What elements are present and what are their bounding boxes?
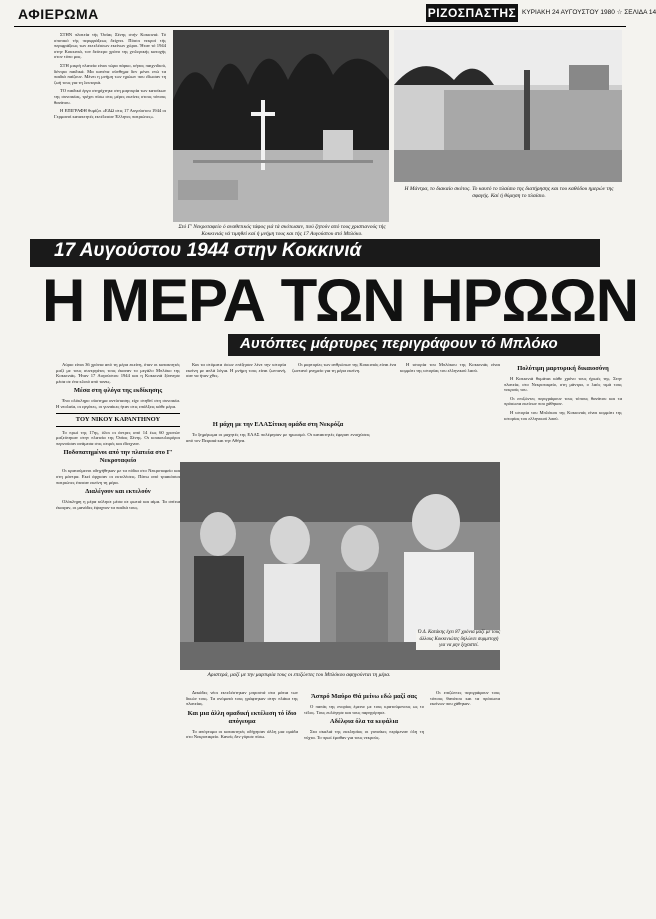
subheading: Αδέλφια όλα τα κεφάλια — [329, 718, 399, 726]
katakis-caption: Ό Δ. Κατάκης έχει 87 χρόνια μαζί με τους άλλους Κοκκινιώτες δηλώνει συμμετοχή για να μην ξεχαστεί. — [417, 630, 501, 648]
author-byline: ΤΟΥ ΝΙΚΟΥ ΚΑΡΑΝΤΗΝΟΥ — [56, 413, 180, 427]
paragraph: Δεκάδες νέοι εκτελέστηκαν μπροστά στα μάτια των δικών τους. Τα ονόματά τους γράφτηκαν στην πλάκα της πλατείας. — [186, 690, 298, 707]
subheading: Πολύτιμη μαρτυρική δικαιοσύνη — [517, 365, 609, 372]
column-2-lower — [186, 690, 298, 914]
paragraph: Η ιστορία του Μπλόκου της Κοκκινιάς είναι κομμάτι της ιστορίας του ελληνικού λαού. — [400, 362, 500, 373]
paragraph: Αύριο είναι 36 χρόνια από τη μέρα εκείνη, όταν οι κατακτητές μαζί με τους συνεργάτες τους έκαναν το μεγάλο Μπλόκο της Κοκκινιάς. Ήταν 17 Αυγούστου 1944 και η Κοκκινιά ξύπνησε μέσα σε ένα κλοιό από τανκς. — [56, 362, 180, 384]
paragraph: Οι κρατούμενοι οδηγήθηκαν με τα πόδια στο Νεκροταφείο και στη μάντρα. Εκεί άρχισαν οι εκτελέσεις. Πάνω από τριακόσιοι πατριώτες έπεσαν εκείνη τη μέρα. — [56, 468, 180, 485]
paragraph: Το απόγευμα οι κατακτητές οδήγησαν άλλη μια ομάδα στο Νεκροταφείο. Κανείς δεν γύρισε πίσω. — [186, 728, 298, 740]
subheading: Η μάχη με την ΕΛΑΣίτικη ομάδα στη Νεκρόζα — [212, 421, 344, 428]
column-3c-lower — [430, 690, 500, 914]
column-1 — [56, 362, 180, 914]
column-3-top — [292, 362, 396, 414]
subtitle-text: Αυτόπτες μάρτυρες περιγράφουν τό Μπλόκο — [240, 335, 558, 352]
cemetery-photo — [173, 30, 389, 222]
wall-photo — [394, 30, 622, 182]
paragraph: Ολόκληρη η μέρα κύλησε μέσα σε φωτιά και αίμα. Τα σπίτια έκαιγαν, οι μανάδες έψαχναν τα παιδιά τους. — [56, 499, 180, 510]
subheading: Άσπρό Μαύρο Θά μείνω εδώ μαζί σας — [311, 693, 417, 700]
subheading: Ποδοπατημένοι από την πλατεία στο Γ' Νεκροταφείο — [63, 449, 173, 465]
paragraph: Οι επιζώντες περιγράφουν τους τόπους θανάτου και τα πρόσωπα εκείνων που χάθηκαν. — [430, 690, 500, 707]
paragraph: Ο παπάς της ενορίας έμεινε με τους κρατούμενους ως το τέλος. Τους ευλόγησε και τους παρηγόρησε. — [304, 704, 424, 715]
witnesses-caption: Αριστερά, μαζί με την μαρτυρία τους οι επιζώντες του Μπλόκου αφηγούνται τη μέρα. — [207, 672, 391, 678]
paragraph: Και τα στόματα όσων επέζησαν λένε την ιστορία εκείνη με απλά λόγια. Η μνήμη τους είναι ζωντανή, σαν να ήταν χθες. — [186, 362, 286, 379]
date-banner-text: 17 Αυγούστου 1944 στην Κοκκινιά — [54, 240, 362, 261]
column-2-top — [186, 362, 286, 414]
section-label: ΑΦΙΕΡΩΜΑ — [18, 6, 99, 22]
intro-text — [54, 32, 166, 232]
paragraph: Οι μαρτυρίες των ανθρώπων της Κοκκινιάς είναι ένα ζωντανό μνημείο για τη μέρα εκείνη. — [292, 362, 396, 373]
paragraph: Η ιστορία του Μπλόκου της Κοκκινιάς είναι κομμάτι της ιστορίας του ελληνικού λαού. — [504, 409, 622, 421]
subheading: Μέσα στη φλόγα της εκδίκησης — [73, 387, 163, 395]
column-3-lower — [304, 690, 424, 914]
paragraph: Στα σκαλιά της εκκλησίας οι γυναίκες περίμεναν όλη τη νύχτα. Το πρωί έμαθαν για τους νεκρούς. — [304, 729, 424, 740]
paragraph: Οι επιζώντες περιγράφουν τους τόπους θανάτου και τα πρόσωπα εκείνων που χάθηκαν. — [504, 395, 622, 407]
photo2-caption: Η Μάντρα, το διακαίο σκότος. Το καυτό το πλαίσιο της διατήρησης και του καθόδου ημερών της σφαγής. Καί ή θύμηση το πλαίσιο. — [404, 186, 614, 199]
main-headline: Η ΜΕΡΑ ΤΩΝ ΗΡΩΩΝ — [42, 267, 639, 334]
wall-photo-drawing — [394, 30, 622, 182]
paragraph: Το πρωί της 17ης, όλοι οι άντρες από 14 έως 60 χρονών μαζεύτηκαν στην πλατεία της Όσίας Ξένης. Οι κουκουλοφόροι περνούσαν ανάμεσα στις σειρές και έδειχναν. — [56, 429, 180, 446]
subheading: Διαλέγουν και εκτελούν — [85, 488, 151, 496]
paragraph: Ένα ολόκληρο σύστημα αντίστασης είχε στηθεί στη συνοικία. Η νεολαία, οι εργάτες, οι γυναίκες ήταν στις επάλξεις κάθε μέρα. — [56, 398, 180, 409]
page-header — [14, 4, 656, 27]
dateline: ΚΥΡΙΑΚΗ 24 ΑΥΓΟΥΣΤΟΥ 1980 ☆ ΣΕΛΙΔΑ 14 — [522, 9, 656, 16]
paragraph: Το ξημέρωμα οι μαχητές της ΕΛΑΣ πολέμησαν με ηρωισμό. Οι κατακτητές έφεραν ενισχύσεις από τον Πειραιά και την Αθήνα. — [186, 432, 370, 443]
subheading: Και μια άλλη ομαδική εκτέλεση τό ίδιο απόγευμα — [187, 709, 297, 725]
column-4 — [504, 362, 622, 914]
paragraph: Η Κοκκινιά θυμάται κάθε χρόνο τους ήρωές της. Στην πλατεία, στο Νεκροταφείο, στη μάντρα, ο λαός τιμά τους νεκρούς του. — [504, 376, 622, 393]
newspaper-masthead: ΡΙΖΟΣΠΑΣΤΗΣ — [427, 6, 517, 20]
date-banner — [30, 239, 600, 267]
intro-paragraph: ΤΟ παιδικό έργο στηρίχτηκε στη μαρτυρία των κατοίκων της συνοικίας, τρέχει πίσω στις μέρες εκείνες στους τόπους θανάτου. — [54, 88, 166, 105]
intro-paragraph: Η ΕΠΙΓΡΑΦΗ θυμίζει «ΕΔΩ στις 17 Αυγούστου 1944 οι Γερμανοί κατακτητές εκτέλεσαν Έλληνες πατριώτες». — [54, 108, 166, 119]
cemetery-photo-drawing — [173, 30, 389, 222]
subtitle-banner — [228, 334, 600, 356]
photo1-caption: Στό Γ' Νεκροταφείο ό αναθετικός τάφος γιά τά σκότωσαν, πού ζητούν από τους χριστιανούς τής Κοκκινιάς νά τιμηθεί καί ή μνήμη τους και τής 17 Αυγούστου στό Μπλόκο. — [178, 224, 386, 237]
intro-paragraph: ΣΤΗΝ πλατεία τής Όσίας Ξένης στήν Κοκκινιά. Τό σποτικό τής περιφράξεως δείχνει. Πόσοι νεκροί τής περιφράξεως των εκτελέσεων εκείνων χώροι. Ήταν τό 1944 στην Κοκκινιά, τον δεύτερο χρόνο της χιτλερικής κατοχής στον τόπο μας. — [54, 32, 166, 60]
intro-paragraph: ΣΤΗ μικρή πλατεία είναι τώρα πάρκο, κήπος παιχνιδιού, δέντρα παιδικά. Μα κανένα σύνθημα δεν μένει ενώ τα παιδιά παίζουν. Μένει η μνήμη των ηρώων που έδωσαν τη ζωή τους για τη λευτεριά. — [54, 62, 166, 85]
column-2-heading-block — [186, 418, 370, 458]
column-3b-top — [400, 362, 500, 458]
